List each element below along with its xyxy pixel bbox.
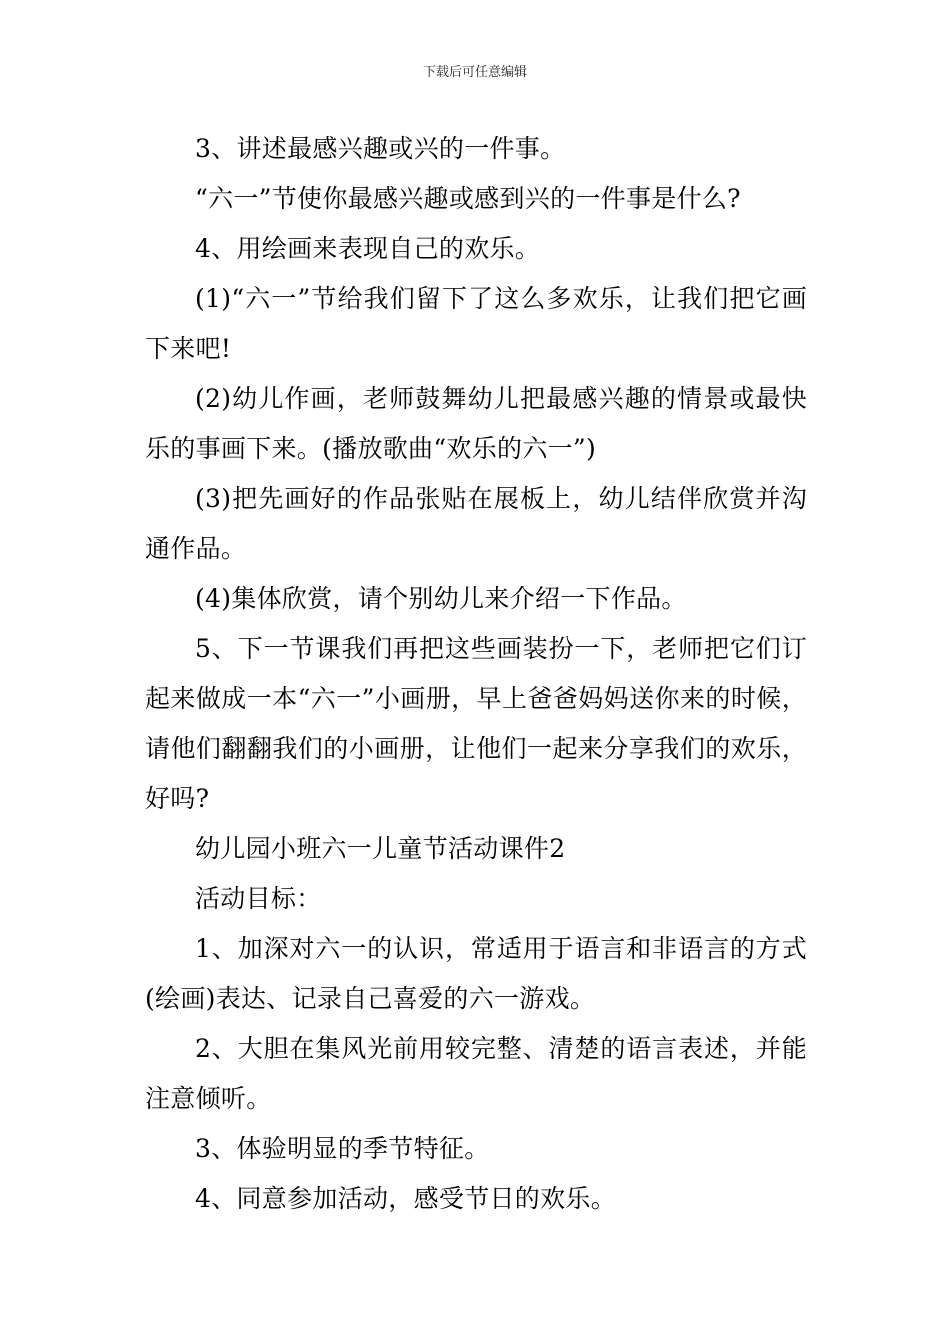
- paragraph-substep-1: (1)“六一”节给我们留下了这么多欢乐，让我们把它画下来吧!: [145, 284, 807, 363]
- paragraph-substep-2: (2)幼儿作画，老师鼓舞幼儿把最感兴趣的情景或最快乐的事画下来。(播放歌曲“欢乐的六一”): [145, 384, 807, 463]
- page-header-note: 下载后可任意编辑: [422, 65, 527, 80]
- goals-heading: 活动目标：: [195, 884, 322, 913]
- paragraph-substep-3: (3)把先画好的作品张贴在展板上，幼儿结伴欣赏并沟通作品。: [145, 484, 807, 563]
- goal-item-4: 4、同意参加活动，感受节日的欢乐。: [195, 1184, 617, 1213]
- paragraph-question: “六一”节使你最感兴趣或感到兴的一件事是什么?: [195, 184, 741, 213]
- paragraph-step-3: 3、讲述最感兴趣或兴的一件事。: [195, 134, 566, 163]
- goal-item-2: 2、大胆在集风光前用较完整、清楚的语言表述，并能注意倾听。: [145, 1034, 807, 1113]
- section-title: 幼儿园小班六一儿童节活动课件2: [195, 834, 566, 863]
- paragraph-step-5: 5、下一节课我们再把这些画装扮一下，老师把它们订起来做成一本“六一”小画册，早上爸爸妈妈送你来的时候，请他们翻翻我们的小画册，让他们一起来分享我们的欢乐，好吗?: [145, 634, 807, 813]
- paragraph-step-4: 4、用绘画来表现自己的欢乐。: [195, 234, 541, 263]
- goal-item-3: 3、体验明显的季节特征。: [195, 1134, 490, 1163]
- goal-item-1: 1、加深对六一的认识，常适用于语言和非语言的方式(绘画)表达、记录自己喜爱的六一游戏。: [145, 934, 807, 1013]
- document-body: [145, 124, 807, 1224]
- paragraph-substep-4: (4)集体欣赏，请个别幼儿来介绍一下作品。: [195, 584, 687, 613]
